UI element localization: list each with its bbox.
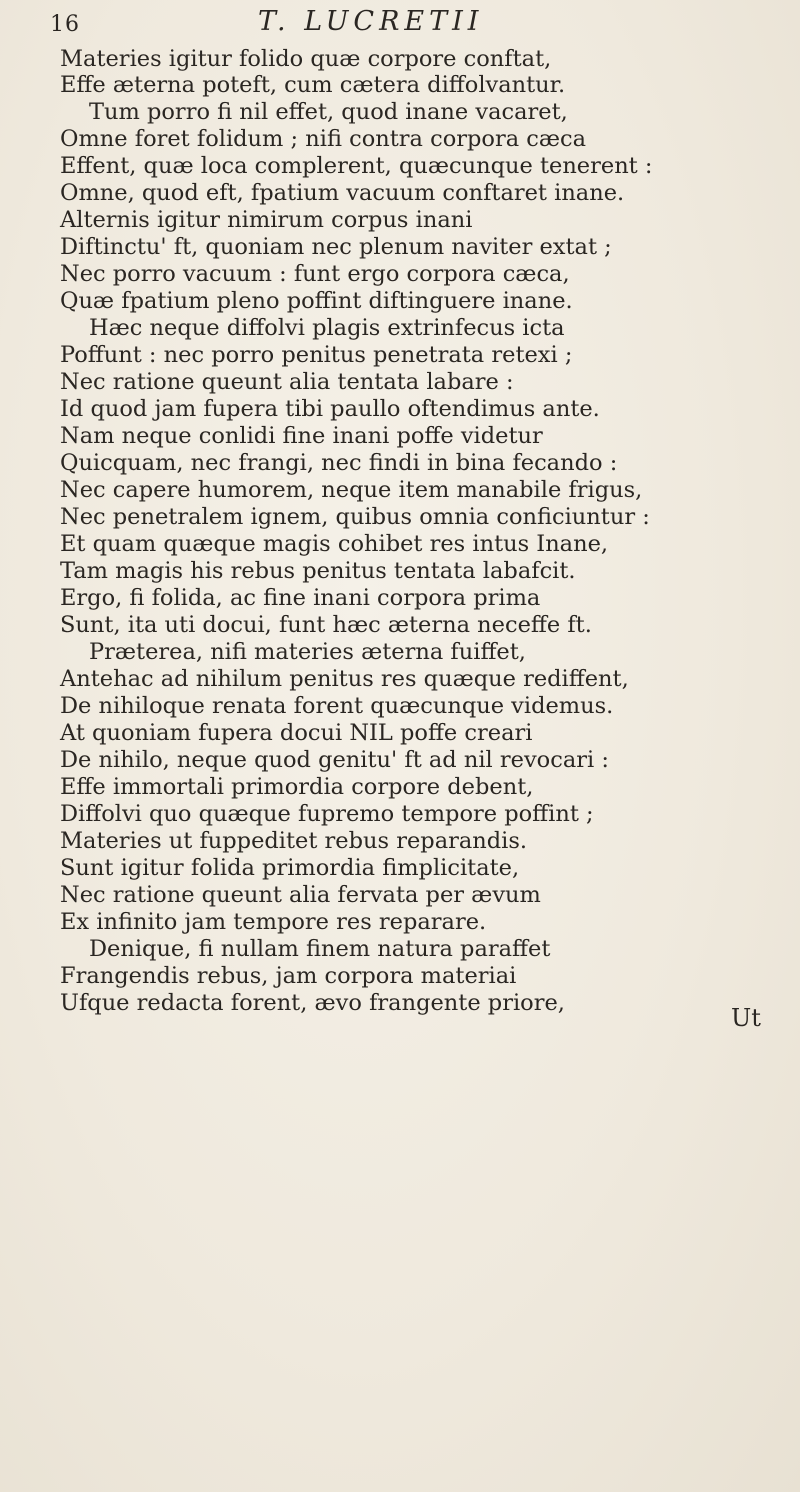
verse-line: Quæ fpatium pleno poffint diftinguere inane. bbox=[60, 288, 573, 314]
verse-line: Ufque redacta forent, ævo frangente priore, bbox=[60, 990, 565, 1016]
verse-line: Nec capere humorem, neque item manabile frigus, bbox=[60, 477, 643, 503]
verse-line: Tam magis his rebus penitus tentata labafcit. bbox=[60, 558, 576, 584]
page-header bbox=[0, 2, 800, 42]
verse-line: Denique, fi nullam finem natura paraffet bbox=[89, 936, 551, 962]
verse-line: Poffunt : nec porro penitus penetrata retexi ; bbox=[60, 342, 573, 368]
catchword: Ut bbox=[731, 1004, 761, 1032]
verse-line: Nec porro vacuum : funt ergo corpora cæca, bbox=[60, 261, 570, 287]
verse-line: Hæc neque diffolvi plagis extrinfecus icta bbox=[89, 315, 565, 341]
verse-line: De nihiloque renata forent quæcunque videmus. bbox=[60, 693, 614, 719]
verse-line: Sunt igitur folida primordia fimplicitate, bbox=[60, 855, 520, 881]
verse-line: Effe immortali primordia corpore debent, bbox=[60, 774, 534, 800]
verse-line: Præterea, nifi materies æterna fuiffet, bbox=[89, 639, 526, 665]
verse-line: Nec ratione queunt alia fervata per ævum bbox=[60, 882, 541, 908]
verse-line: Quicquam, nec frangi, nec findi in bina fecando : bbox=[60, 450, 618, 476]
verse-line: Effe æterna poteft, cum cætera diffolvantur. bbox=[60, 72, 566, 98]
verse-line: Ergo, fi folida, ac fine inani corpora prima bbox=[60, 585, 541, 611]
verse-line: Sunt, ita uti docui, funt hæc æterna neceffe ft. bbox=[60, 612, 592, 638]
verse-line: Nam neque conlidi fine inani poffe videtur bbox=[60, 423, 543, 449]
verse-line: Diftinctu' ft, quoniam nec plenum naviter extat ; bbox=[60, 234, 612, 260]
verse-line: Ex infinito jam tempore res reparare. bbox=[60, 909, 487, 935]
verse-line: Frangendis rebus, jam corpora materiai bbox=[60, 963, 517, 989]
verse-line: Tum porro fi nil effet, quod inane vacaret, bbox=[89, 99, 568, 125]
verse-line: Id quod jam fupera tibi paullo oftendimus ante. bbox=[60, 396, 600, 422]
verse-line: Materies ut fuppeditet rebus reparandis. bbox=[60, 828, 528, 854]
verse-line: At quoniam fupera docui NIL poffe creari bbox=[60, 720, 533, 746]
verse-line: Materies igitur folido quæ corpore conftat, bbox=[60, 46, 552, 72]
verse-line: Effent, quæ loca complerent, quæcunque tenerent : bbox=[60, 153, 653, 179]
verse-line: Nec penetralem ignem, quibus omnia conficiuntur : bbox=[60, 504, 650, 530]
verse-line: Nec ratione queunt alia tentata labare : bbox=[60, 369, 514, 395]
page-number: 16 bbox=[50, 12, 80, 37]
verse-line: Diffolvi quo quæque fupremo tempore poffint ; bbox=[60, 801, 594, 827]
verse-line: De nihilo, neque quod genitu' ft ad nil revocari : bbox=[60, 747, 609, 773]
verse-line: Antehac ad nihilum penitus res quæque rediffent, bbox=[60, 666, 629, 692]
verse-line: Et quam quæque magis cohibet res intus Inane, bbox=[60, 531, 609, 557]
verse-line: Omne, quod eft, fpatium vacuum conftaret inane. bbox=[60, 180, 625, 206]
running-title: T. LUCRETII bbox=[258, 6, 484, 37]
verse-line: Alternis igitur nimirum corpus inani bbox=[60, 207, 473, 233]
verse-line: Omne foret folidum ; nifi contra corpora cæca bbox=[60, 126, 587, 152]
